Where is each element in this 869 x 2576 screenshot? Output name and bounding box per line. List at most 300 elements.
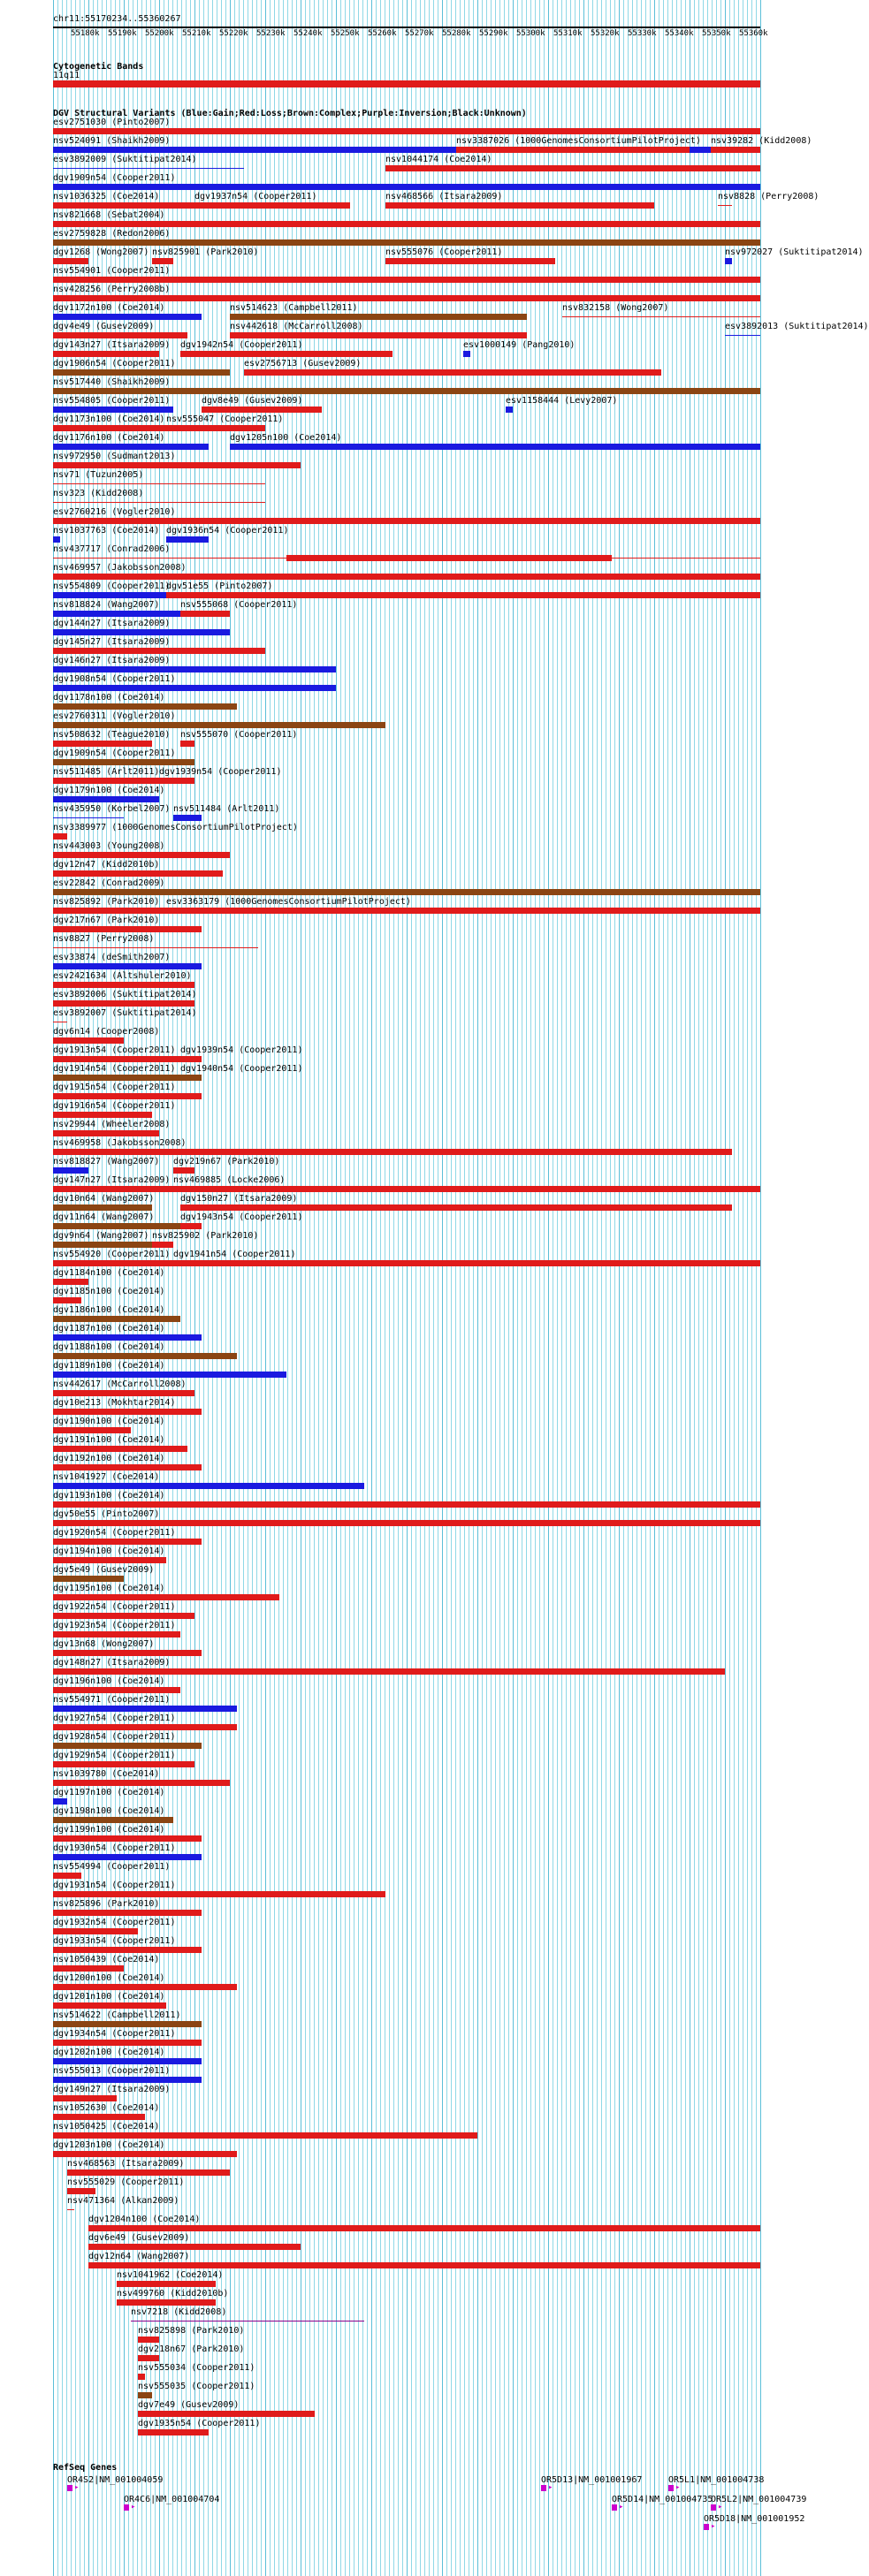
variant-bar[interactable] [53, 722, 385, 728]
grid-line [446, 0, 447, 2576]
variant-label: dgv1931n54 (Cooper2011) [53, 1881, 176, 1890]
grid-line [597, 0, 598, 2576]
variant-bar[interactable] [53, 1093, 202, 1099]
grid-line [592, 0, 593, 2576]
variant-label: dgv8e49 (Gusev2009) [202, 396, 303, 406]
grid-line [756, 0, 757, 2576]
variant-label: nsv39282 (Kidd2008) [711, 136, 812, 146]
ruler-tick-label: 55210k [182, 29, 211, 38]
ruler-tick-label: 55260k [368, 29, 397, 38]
variant-label: dgv1185n100 (Coe2014) [53, 1287, 165, 1296]
variant-label: dgv1909n54 (Cooper2011) [53, 748, 176, 758]
variant-bar[interactable] [53, 518, 760, 524]
variant-bar[interactable] [53, 1873, 81, 1879]
variant-bar[interactable] [286, 555, 612, 561]
variant-bar[interactable] [138, 2392, 152, 2398]
variant-bar[interactable] [180, 1204, 732, 1211]
variant-label: dgv1943n54 (Cooper2011) [180, 1212, 303, 1222]
variant-bar[interactable] [53, 1817, 173, 1823]
variant-bar[interactable] [230, 314, 527, 320]
variant-bar[interactable] [53, 351, 159, 357]
variant-bar[interactable] [53, 2077, 202, 2083]
variant-label: dgv1922n54 (Cooper2011) [53, 1602, 176, 1612]
variant-bar[interactable] [67, 2209, 74, 2210]
variant-bar[interactable] [53, 444, 209, 450]
variant-label: nsv972027 (Suktitipat2014) [725, 247, 864, 257]
variant-bar[interactable] [53, 629, 230, 635]
variant-bar[interactable] [53, 685, 336, 691]
gene-mark[interactable] [67, 2485, 72, 2491]
variant-bar[interactable] [53, 184, 760, 190]
grid-line [389, 0, 390, 2576]
grid-line [681, 0, 682, 2576]
variant-bar[interactable] [53, 1446, 187, 1452]
variant-bar[interactable] [53, 666, 336, 672]
variant-label: esv1158444 (Levy2007) [506, 396, 618, 406]
grid-line [676, 0, 677, 2576]
grid-line [305, 0, 306, 2576]
grid-line [557, 0, 558, 2576]
variant-label: esv1000149 (Pang2010) [463, 340, 576, 350]
variant-bar[interactable] [53, 1835, 202, 1842]
variant-bar[interactable] [53, 2058, 202, 2064]
variant-label: dgv147n27 (Itsara2009) [53, 1175, 171, 1185]
variant-bar[interactable] [67, 2188, 95, 2194]
variant-bar[interactable] [53, 1353, 237, 1359]
variant-label: dgv148n27 (Itsara2009) [53, 1658, 171, 1668]
grid-line [477, 0, 478, 2576]
grid-line [513, 0, 514, 2576]
variant-bar[interactable] [711, 147, 760, 153]
grid-line [234, 0, 235, 2576]
variant-bar[interactable] [138, 2337, 159, 2343]
variant-label: dgv218n67 (Park2010) [138, 2344, 245, 2354]
variant-bar[interactable] [53, 1204, 152, 1211]
variant-bar[interactable] [53, 1501, 760, 1508]
cytoband-bar[interactable] [53, 80, 760, 87]
variant-bar[interactable] [88, 2244, 301, 2250]
ruler-tick-label: 55320k [591, 29, 620, 38]
variant-bar[interactable] [53, 1576, 124, 1582]
variant-bar[interactable] [53, 1650, 202, 1656]
variant-bar[interactable] [138, 2429, 209, 2435]
variant-bar[interactable] [53, 1390, 194, 1396]
variant-bar[interactable] [53, 425, 166, 431]
variant-bar[interactable] [138, 2355, 159, 2361]
grid-line [641, 0, 642, 2576]
variant-bar[interactable] [53, 1056, 180, 1062]
grid-line [345, 0, 346, 2576]
variant-bar[interactable] [53, 258, 88, 264]
variant-bar[interactable] [53, 1910, 202, 1916]
variant-label: dgv1927n54 (Cooper2011) [53, 1714, 176, 1723]
variant-bar[interactable] [53, 1130, 159, 1136]
grid-line [544, 0, 545, 2576]
ruler-line [53, 27, 760, 28]
variant-bar[interactable] [117, 2299, 216, 2306]
gene-mark[interactable] [124, 2504, 129, 2511]
grid-line [535, 0, 536, 2576]
variant-bar[interactable] [53, 926, 202, 932]
variant-bar[interactable] [718, 205, 732, 206]
grid-line [504, 0, 505, 2576]
variant-bar[interactable] [506, 407, 513, 413]
gene-strand-arrow-icon: ▸ [131, 2503, 136, 2511]
variant-bar[interactable] [53, 1798, 67, 1805]
variant-label: nsv825901 (Park2010) [152, 247, 259, 257]
variant-bar[interactable] [180, 351, 393, 357]
variant-label: nsv514623 (Campbell2011) [230, 303, 358, 313]
variant-label: dgv1909n54 (Cooper2011) [53, 173, 176, 183]
variant-bar[interactable] [53, 1464, 202, 1470]
grid-line [517, 0, 518, 2576]
ruler-tick-label: 55200k [145, 29, 174, 38]
variant-label: dgv1176n100 (Coe2014) [53, 433, 165, 443]
variant-bar[interactable] [53, 1947, 202, 1953]
variant-bar[interactable] [53, 407, 173, 413]
variant-bar[interactable] [53, 1631, 180, 1638]
variant-bar[interactable] [53, 536, 60, 543]
grid-line [199, 0, 200, 2576]
variant-label: nsv437717 (Conrad2006) [53, 544, 171, 554]
region-coordinates: chr11:55170234..55360267 [53, 14, 181, 24]
variant-bar[interactable] [53, 2151, 237, 2157]
variant-label: nsv1036325 (Coe2014) [53, 192, 160, 201]
grid-line [407, 0, 408, 2576]
variant-bar[interactable] [53, 1539, 202, 1545]
variant-bar[interactable] [53, 1928, 138, 1934]
variant-label: nsv818824 (Wang2007) [53, 600, 160, 610]
variant-bar[interactable] [53, 1297, 81, 1303]
gene-mark[interactable] [704, 2524, 709, 2530]
variant-bar[interactable] [725, 258, 732, 264]
variant-bar[interactable] [67, 2169, 230, 2176]
grid-line [583, 0, 584, 2576]
variant-bar[interactable] [53, 1780, 230, 1786]
grid-line [336, 0, 337, 2576]
variant-bar[interactable] [180, 611, 230, 617]
variant-bar[interactable] [53, 483, 265, 484]
variant-bar[interactable] [385, 165, 760, 171]
variant-label: nsv8828 (Perry2008) [718, 192, 819, 201]
variant-bar[interactable] [173, 815, 202, 821]
grid-line [261, 0, 262, 2576]
variant-label: esv22842 (Conrad2009) [53, 878, 165, 888]
variant-label: dgv1203n100 (Coe2014) [53, 2140, 165, 2150]
variant-label: dgv1173n100 (Coe2014) [53, 414, 165, 424]
variant-bar[interactable] [562, 316, 760, 317]
grid-line [358, 0, 359, 2576]
variant-bar[interactable] [53, 1260, 173, 1266]
variant-label: esv3892013 (Suktitipat2014) [725, 322, 869, 331]
grid-line [751, 0, 752, 2576]
variant-label: dgv1186n100 (Coe2014) [53, 1305, 165, 1315]
variant-bar[interactable] [385, 202, 654, 209]
variant-bar[interactable] [53, 611, 180, 617]
variant-bar[interactable] [53, 1223, 180, 1229]
grid-line [464, 0, 465, 2576]
grid-line [415, 0, 416, 2576]
variant-bar[interactable] [53, 1000, 194, 1007]
grid-line [645, 0, 646, 2576]
variant-label: nsv428256 (Perry2008b) [53, 285, 171, 294]
gene-mark[interactable] [612, 2504, 617, 2511]
variant-bar[interactable] [53, 1149, 732, 1155]
grid-line [738, 0, 739, 2576]
variant-bar[interactable] [53, 796, 159, 802]
variant-bar[interactable] [53, 1316, 180, 1322]
grid-line [327, 0, 328, 2576]
variant-label: nsv1037763 (Coe2014) [53, 526, 160, 536]
variant-bar[interactable] [53, 462, 301, 468]
variant-bar[interactable] [117, 2281, 216, 2287]
variant-label: dgv1929n54 (Cooper2011) [53, 1751, 176, 1760]
ruler-tick-label: 55240k [293, 29, 323, 38]
variant-bar[interactable] [53, 1372, 286, 1378]
variant-bar[interactable] [173, 1260, 760, 1266]
grid-line [539, 0, 540, 2576]
variant-bar[interactable] [138, 2411, 315, 2417]
variant-label: nsv554971 (Cooper2011) [53, 1695, 171, 1705]
variant-bar[interactable] [53, 778, 159, 784]
variant-bar[interactable] [152, 258, 173, 264]
variant-bar[interactable] [53, 889, 760, 895]
variant-bar[interactable] [173, 1186, 760, 1192]
variant-bar[interactable] [53, 221, 760, 227]
grid-line [561, 0, 562, 2576]
variant-label: nsv825892 (Park2010) [53, 897, 160, 907]
variant-bar[interactable] [53, 1557, 166, 1563]
variant-bar[interactable] [53, 1743, 202, 1749]
variant-label: esv2760216 (Vogler2010) [53, 507, 176, 517]
variant-bar[interactable] [456, 147, 690, 153]
variant-bar[interactable] [53, 741, 152, 747]
gene-strand-arrow-icon: ▸ [711, 2522, 716, 2531]
variant-bar[interactable] [53, 369, 230, 376]
ruler-tick-label: 55340k [665, 29, 694, 38]
variant-bar[interactable] [173, 1167, 194, 1174]
variant-bar[interactable] [53, 1761, 194, 1767]
variant-label: nsv832158 (Wong2007) [562, 303, 669, 313]
variant-bar[interactable] [53, 1854, 202, 1860]
variant-label: nsv821668 (Sebat2004) [53, 210, 165, 220]
variant-bar[interactable] [53, 2002, 166, 2009]
variant-bar[interactable] [53, 277, 760, 283]
variant-bar[interactable] [53, 2040, 202, 2046]
gene-strand-arrow-icon: ▸ [74, 2483, 80, 2492]
variant-label: nsv524091 (Shaikh2009) [53, 136, 171, 146]
variant-bar[interactable] [53, 1706, 237, 1712]
grid-line [632, 0, 633, 2576]
variant-bar[interactable] [53, 2132, 477, 2139]
ruler-tick-label: 55270k [405, 29, 434, 38]
variant-bar[interactable] [180, 741, 194, 747]
variant-bar[interactable] [53, 1668, 725, 1675]
variant-bar[interactable] [53, 2021, 202, 2027]
variant-bar[interactable] [53, 703, 237, 710]
grid-line [230, 0, 231, 2576]
variant-label: nsv442618 (McCarroll2008) [230, 322, 363, 331]
variant-label: nsv469885 (Locke2006) [173, 1175, 286, 1185]
variant-bar[interactable] [53, 332, 187, 338]
variant-bar[interactable] [53, 1594, 279, 1600]
variant-bar[interactable] [53, 592, 166, 598]
variant-bar[interactable] [53, 1186, 173, 1192]
variant-label: dgv10e213 (Mokhtar2014) [53, 1398, 176, 1408]
refseq-track-title: RefSeq Genes [53, 2463, 118, 2473]
grid-line [570, 0, 571, 2576]
grid-line [318, 0, 319, 2576]
variant-bar[interactable] [53, 1724, 237, 1730]
gene-strand-arrow-icon: ▸ [718, 2503, 723, 2511]
variant-label: dgv143n27 (Itsara2009) [53, 340, 171, 350]
variant-bar[interactable] [180, 1056, 202, 1062]
grid-line [685, 0, 686, 2576]
variant-bar[interactable] [53, 128, 760, 134]
grid-line [393, 0, 394, 2576]
grid-line [420, 0, 421, 2576]
variant-bar[interactable] [53, 1427, 131, 1433]
ruler-tick-label: 55230k [256, 29, 286, 38]
variant-bar[interactable] [53, 202, 202, 209]
grid-line [367, 0, 368, 2576]
variant-bar[interactable] [180, 1223, 202, 1229]
variant-bar[interactable] [53, 1334, 202, 1341]
variant-bar[interactable] [138, 2374, 145, 2380]
variant-bar[interactable] [53, 1520, 760, 1526]
variant-label: nsv71 (Tuzun2005) [53, 470, 144, 480]
variant-bar[interactable] [53, 1891, 385, 1897]
grid-line [698, 0, 699, 2576]
grid-line [398, 0, 399, 2576]
variant-bar[interactable] [53, 388, 760, 394]
grid-line [292, 0, 293, 2576]
grid-line [371, 0, 372, 2576]
variant-label: esv33874 (deSmith2007) [53, 953, 171, 962]
variant-bar[interactable] [152, 1242, 173, 1248]
variant-bar[interactable] [166, 592, 760, 598]
variant-bar[interactable] [53, 2095, 117, 2101]
variant-bar[interactable] [180, 1075, 202, 1081]
grid-line [566, 0, 567, 2576]
variant-label: esv3892007 (Suktitipat2014) [53, 1008, 197, 1018]
variant-bar[interactable] [53, 1613, 194, 1619]
variant-bar[interactable] [53, 963, 202, 969]
variant-bar[interactable] [53, 295, 760, 301]
variant-bar[interactable] [53, 1409, 202, 1415]
variant-bar[interactable] [159, 778, 194, 784]
variant-bar[interactable] [202, 407, 322, 413]
variant-bar[interactable] [385, 258, 555, 264]
variant-bar[interactable] [53, 648, 265, 654]
variant-label: nsv825896 (Park2010) [53, 1899, 160, 1909]
grid-line [663, 0, 664, 2576]
gene-strand-arrow-icon: ▸ [619, 2503, 624, 2511]
variant-bar[interactable] [166, 425, 265, 431]
variant-label: nsv468563 (Itsara2009) [67, 2159, 185, 2169]
variant-label: dgv1930n54 (Cooper2011) [53, 1843, 176, 1853]
grid-line [177, 0, 178, 2576]
variant-label: dgv1201n100 (Coe2014) [53, 1992, 165, 2002]
variant-bar[interactable] [53, 314, 202, 320]
grid-line [654, 0, 655, 2576]
variant-bar[interactable] [463, 351, 470, 357]
variant-bar[interactable] [53, 1483, 364, 1489]
grid-line [340, 0, 341, 2576]
grid-line [667, 0, 668, 2576]
variant-label: esv3363179 (1000GenomesConsortiumPilotProject) [166, 897, 411, 907]
grid-line [239, 0, 240, 2576]
variant-bar[interactable] [53, 852, 230, 858]
variant-bar[interactable] [53, 168, 244, 169]
variant-bar[interactable] [53, 1279, 88, 1285]
grid-line [650, 0, 651, 2576]
variant-label: nsv29944 (Wheeler2008) [53, 1120, 171, 1129]
variant-bar[interactable] [53, 947, 258, 948]
grid-line [610, 0, 611, 2576]
variant-bar[interactable] [53, 1037, 124, 1044]
variant-bar[interactable] [88, 2225, 760, 2231]
gene-label: OR5D18|NM_001001952 [704, 2514, 805, 2524]
grid-line [309, 0, 310, 2576]
variant-label: dgv1906n54 (Cooper2011) [53, 359, 176, 369]
variant-bar[interactable] [725, 335, 760, 336]
variant-bar[interactable] [53, 1167, 88, 1174]
variant-bar[interactable] [88, 2262, 760, 2268]
grid-line [455, 0, 456, 2576]
variant-bar[interactable] [230, 444, 760, 450]
grid-line [486, 0, 487, 2576]
variant-bar[interactable] [53, 502, 265, 503]
variant-bar[interactable] [53, 833, 67, 840]
ruler-tick-label: 55280k [442, 29, 471, 38]
gene-mark[interactable] [668, 2485, 674, 2491]
variant-bar[interactable] [53, 1075, 180, 1081]
variant-bar[interactable] [166, 908, 760, 914]
variant-bar[interactable] [53, 870, 223, 877]
variant-bar[interactable] [53, 982, 194, 988]
variant-bar[interactable] [53, 1112, 152, 1118]
variant-label: esv2421634 (Altshuler2010) [53, 971, 192, 981]
variant-bar[interactable] [53, 908, 166, 914]
ruler-tick-label: 55190k [108, 29, 137, 38]
variant-label: nsv555068 (Cooper2011) [180, 600, 298, 610]
variant-bar[interactable] [53, 1242, 152, 1248]
variant-bar[interactable] [166, 536, 209, 543]
grid-line [575, 0, 576, 2576]
variant-label: nsv469957 (Jakobsson2008) [53, 563, 187, 573]
gene-mark[interactable] [541, 2485, 546, 2491]
variant-bar[interactable] [53, 1965, 124, 1972]
grid-line [499, 0, 500, 2576]
gene-mark[interactable] [711, 2504, 716, 2511]
variant-bar[interactable] [53, 239, 760, 246]
variant-label: nsv825902 (Park2010) [152, 1231, 259, 1241]
variant-label: nsv511484 (Arlt2011) [173, 804, 280, 814]
variant-label: dgv1936n54 (Cooper2011) [166, 526, 289, 536]
variant-bar[interactable] [53, 817, 124, 818]
variant-bar[interactable] [53, 2114, 145, 2120]
variant-bar[interactable] [53, 759, 194, 765]
variant-bar[interactable] [53, 1687, 180, 1693]
variant-bar[interactable] [53, 574, 760, 580]
variant-bar[interactable] [244, 369, 661, 376]
variant-bar[interactable] [230, 332, 527, 338]
variant-bar[interactable] [53, 1984, 237, 1990]
grid-line [619, 0, 620, 2576]
variant-bar[interactable] [194, 202, 350, 209]
variant-label: nsv972950 (Sudmant2013) [53, 452, 176, 461]
